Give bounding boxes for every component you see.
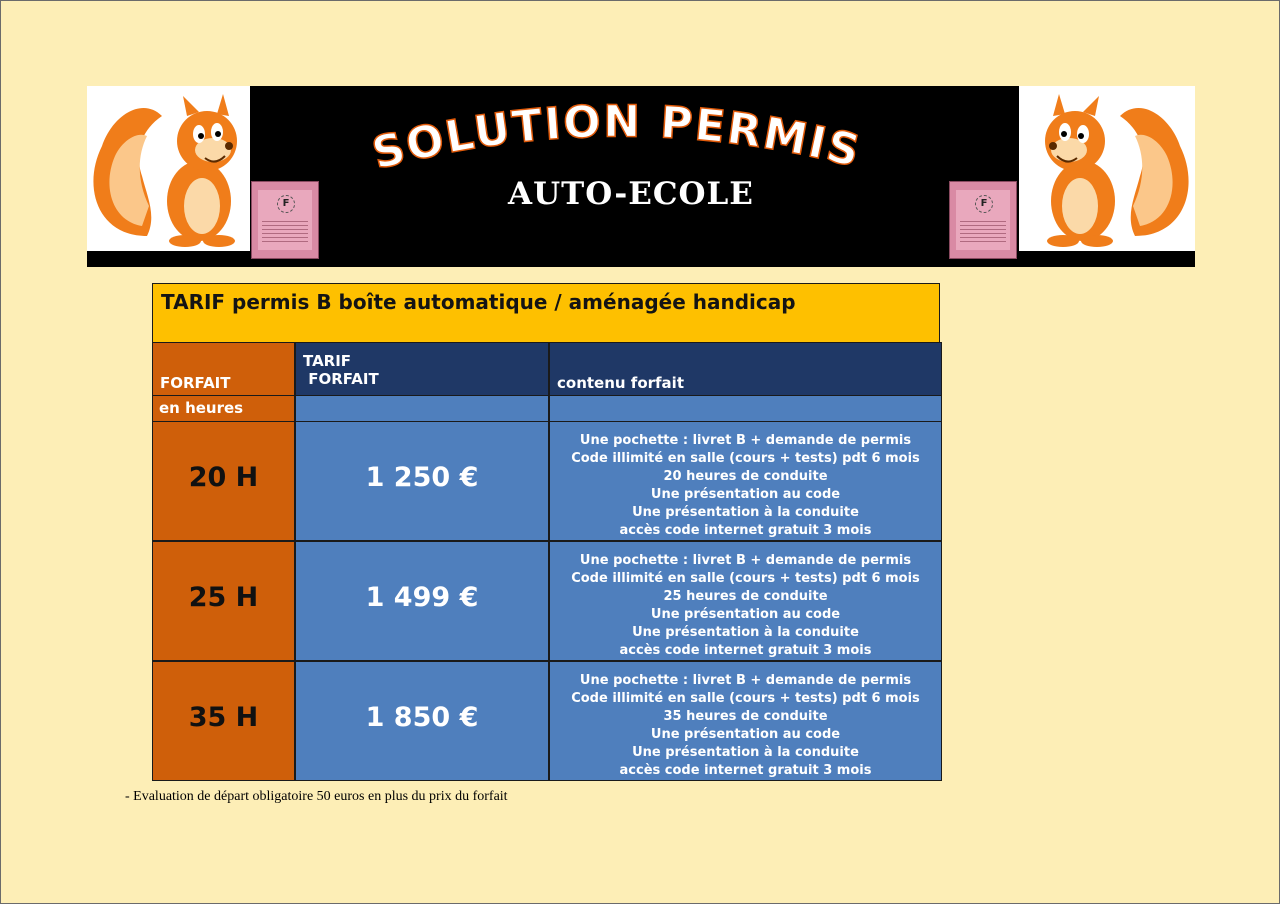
content-line: Code illimité en salle (cours + tests) pdt 6 mois	[571, 691, 920, 706]
content-line: Une présentation au code	[650, 607, 841, 622]
svg-text:SOLUTION PERMIS: SOLUTION PERMIS	[367, 102, 867, 172]
subheader-empty	[549, 395, 942, 422]
table-row	[152, 541, 940, 661]
content-line: Une présentation au code	[650, 727, 841, 742]
content-cell	[549, 661, 942, 781]
hours-cell: 20 H	[152, 421, 295, 541]
content-line: 20 heures de conduite	[663, 469, 828, 484]
hours-cell: 35 H	[152, 661, 295, 781]
content-cell	[549, 541, 942, 661]
driving-license-icon: F	[251, 181, 319, 259]
content-line: 35 heures de conduite	[663, 709, 828, 724]
content-line: accès code internet gratuit 3 mois	[619, 763, 872, 778]
content-line: Une pochette : livret B + demande de permis	[579, 673, 912, 688]
content-line: 25 heures de conduite	[663, 589, 828, 604]
subheader-en-heures: en heures	[152, 395, 295, 422]
header-contenu: contenu forfait	[549, 342, 942, 396]
content-line: Une pochette : livret B + demande de permis	[579, 553, 912, 568]
banner-subtitle: AUTO-ECOLE	[508, 176, 754, 212]
content-line: Une présentation à la conduite	[632, 505, 859, 520]
content-line: Une présentation à la conduite	[632, 625, 859, 640]
table-row	[152, 421, 940, 541]
banner-title	[357, 102, 877, 172]
footnote: - Evaluation de départ obligatoire 50 euros en plus du prix du forfait	[125, 789, 508, 804]
content-line: accès code internet gratuit 3 mois	[619, 643, 872, 658]
driving-license-icon: F	[949, 181, 1017, 259]
tarif-title: TARIF permis B boîte automatique / aménagée handicap	[161, 290, 796, 314]
header-forfait: FORFAIT	[152, 342, 295, 396]
content-line: Code illimité en salle (cours + tests) pdt 6 mois	[571, 571, 920, 586]
squirrel-mascot-right	[1019, 86, 1195, 251]
price-cell: 1 250 €	[295, 421, 549, 541]
table-row	[152, 661, 940, 781]
content-line: Une présentation au code	[650, 487, 841, 502]
content-line: Une pochette : livret B + demande de permis	[579, 433, 912, 448]
price-cell: 1 850 €	[295, 661, 549, 781]
content-cell	[549, 421, 942, 541]
header-banner	[87, 86, 1195, 267]
price-cell: 1 499 €	[295, 541, 549, 661]
header-tarif-forfait: TARIF FORFAIT	[295, 342, 549, 396]
subheader-empty	[295, 395, 549, 422]
content-line: accès code internet gratuit 3 mois	[619, 523, 872, 538]
squirrel-mascot-left	[87, 86, 250, 251]
content-line: Une présentation à la conduite	[632, 745, 859, 760]
content-line: Code illimité en salle (cours + tests) pdt 6 mois	[571, 451, 920, 466]
hours-cell: 25 H	[152, 541, 295, 661]
tarif-title-bar	[152, 283, 940, 343]
